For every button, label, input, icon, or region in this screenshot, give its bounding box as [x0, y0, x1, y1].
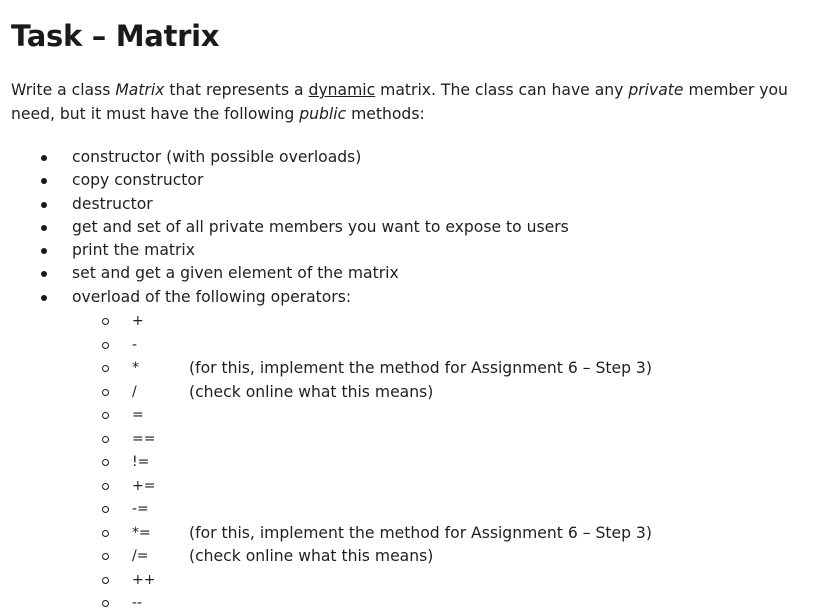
circle-bullet-icon [102, 389, 109, 396]
intro-paragraph [11, 78, 816, 126]
list-item: set and get a given element of the matrix [0, 262, 569, 285]
bullet-icon [41, 178, 47, 184]
operator-symbol: * [132, 360, 139, 376]
operator-symbol: /= [132, 548, 149, 564]
page-title: Task – Matrix [11, 19, 220, 53]
class-name: Matrix [115, 81, 165, 99]
operator-note: (check online what this means) [189, 547, 434, 565]
list-item: overload of the following operators: [0, 286, 569, 309]
dynamic-word: dynamic [308, 81, 376, 99]
operator-symbol: + [132, 313, 144, 329]
operator-symbol: - [132, 336, 138, 353]
method-list [0, 146, 569, 309]
list-item: copy constructor [0, 169, 569, 192]
circle-bullet-icon [102, 365, 109, 372]
operator-symbol: != [132, 454, 150, 470]
intro-text-1: Write a class [11, 81, 116, 99]
intro-text-3: matrix. The class can have any [375, 81, 629, 99]
circle-bullet-icon [102, 600, 109, 607]
operator-symbol: = [132, 407, 144, 423]
bullet-icon [41, 155, 47, 161]
circle-bullet-icon [102, 459, 109, 466]
circle-bullet-icon [102, 342, 109, 349]
operator-note: (for this, implement the method for Assignment 6 – Step 3) [189, 359, 652, 377]
circle-bullet-icon [102, 506, 109, 513]
list-item: destructor [0, 193, 569, 216]
circle-bullet-icon [102, 553, 109, 560]
list-item: get and set of all private members you want to expose to users [0, 216, 569, 239]
private-word: private [628, 81, 684, 99]
circle-bullet-icon [102, 483, 109, 490]
operator-symbol: -- [132, 595, 143, 611]
operator-note: (check online what this means) [189, 382, 434, 401]
intro-text-4: member you need, but it must have the following [11, 81, 788, 123]
circle-bullet-icon [102, 530, 109, 537]
bullet-icon [41, 202, 47, 208]
bullet-icon [41, 271, 47, 277]
circle-bullet-icon [102, 436, 109, 443]
bullet-icon [41, 225, 47, 231]
circle-bullet-icon [102, 412, 109, 419]
operator-symbol: ++ [132, 571, 156, 588]
operator-symbol: == [132, 430, 156, 447]
operator-note: (for this, implement the method for Assignment 6 – Step 3) [189, 523, 652, 542]
operator-symbol: / [132, 383, 137, 400]
bullet-icon [41, 248, 47, 254]
bullet-icon [41, 295, 47, 301]
list-item: constructor (with possible overloads) [0, 146, 569, 169]
circle-bullet-icon [102, 577, 109, 584]
public-word: public [299, 105, 347, 123]
circle-bullet-icon [102, 318, 109, 325]
intro-text-5: methods: [346, 105, 425, 123]
operator-symbol: += [132, 477, 156, 494]
intro-text-2: that represents a [164, 81, 309, 99]
operator-symbol: *= [132, 524, 151, 541]
operator-symbol: -= [132, 501, 149, 517]
list-item: print the matrix [0, 239, 569, 262]
